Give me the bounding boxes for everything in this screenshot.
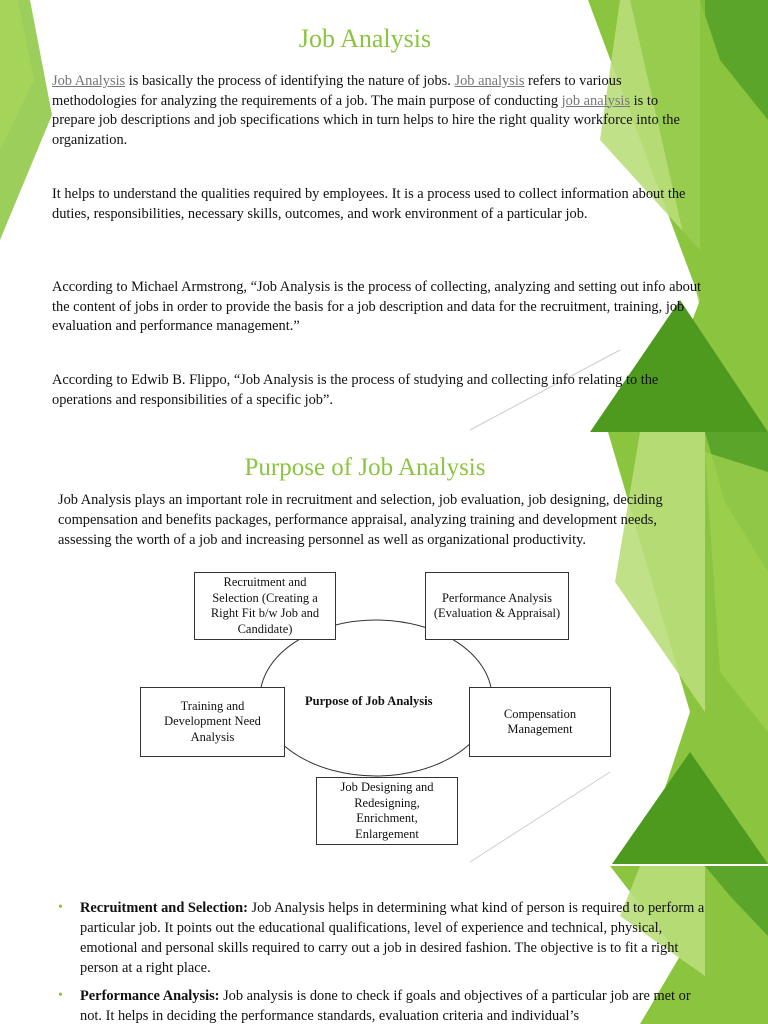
paragraph-text: refers to various methodologies for analyzing the requirements of a job. The main purpose of conducting xyxy=(52,73,622,109)
list-item xyxy=(58,986,708,1024)
box-job-designing: Job Designing and Redesigning, Enrichment, Enlargement xyxy=(316,777,458,845)
paragraph-text: is basically the process of identifying the nature of jobs. xyxy=(125,73,455,89)
box-compensation-management: Compensation Management xyxy=(469,687,611,757)
paragraph-text: is to prepare job descriptions and job specifications which in turn helps to hire the right quality workforce into the organization. xyxy=(52,92,680,148)
paragraph-definition xyxy=(52,72,702,150)
job-analysis-link-1[interactable]: Job Analysis xyxy=(52,73,126,89)
bullet-heading: Recruitment and Selection: xyxy=(80,900,248,916)
box-training-development: Training and Development Need Analysis xyxy=(140,687,285,757)
slide-purpose-details xyxy=(0,866,768,1024)
bullet-text: Job analysis is done to check if goals and objectives of a particular job are met or not. It helps in deciding the performance standards, evaluation criteria and individual’s xyxy=(80,988,691,1024)
bullet-text: Job Analysis helps in determining what kind of person is required to perform a particular job. It points out the educational qualifications, level of experience and technical, physical, emotional and personal skills required to carry out a job in desired fashion. The objective is to fit a right person at a right place. xyxy=(80,900,705,976)
diagram-center-label: Purpose of Job Analysis xyxy=(305,694,433,708)
purpose-intro: Job Analysis plays an important role in recruitment and selection, job evaluation, job designing, deciding compensation and benefits packages, performance appraisal, analyzing training and development needs, assessing the worth of a job and increasing personnel as well as organizational productivity. xyxy=(58,492,663,548)
job-analysis-link-2[interactable]: Job analysis xyxy=(454,73,525,89)
box-recruitment-selection: Recruitment and Selection (Creating a Right Fit b/w Job and Candidate) xyxy=(194,572,336,640)
bullet-icon: • xyxy=(58,900,63,915)
slide-purpose-of-job-analysis xyxy=(0,432,768,864)
page-title: Job Analysis xyxy=(298,24,432,53)
box-performance-analysis: Performance Analysis (Evaluation & Appraisal) xyxy=(425,572,569,640)
purpose-bullet-list xyxy=(58,898,708,1024)
list-item xyxy=(58,898,708,978)
bullet-heading: Performance Analysis: xyxy=(80,988,220,1004)
section-title: Purpose of Job Analysis xyxy=(244,454,486,481)
paragraph-qualities: It helps to understand the qualities required by employees. It is a process used to collect information about the duties, responsibilities, necessary skills, outcomes, and work environment of a particular job. xyxy=(52,186,686,222)
slide-job-analysis xyxy=(0,0,768,432)
bullet-icon: • xyxy=(58,988,63,1003)
job-analysis-link-3[interactable]: job analysis xyxy=(561,92,631,109)
paragraph-flippo-quote: According to Edwib B. Flippo, “Job Analysis is the process of studying and collecting info relating to the operations and responsibilities of a specific job”. xyxy=(52,372,659,408)
paragraph-armstrong-quote: According to Michael Armstrong, “Job Analysis is the process of collecting, analyzing and setting out info about the content of jobs in order to provide the basis for a job description and data for the recruitment, training, job evaluation and performance management.” xyxy=(52,279,702,334)
